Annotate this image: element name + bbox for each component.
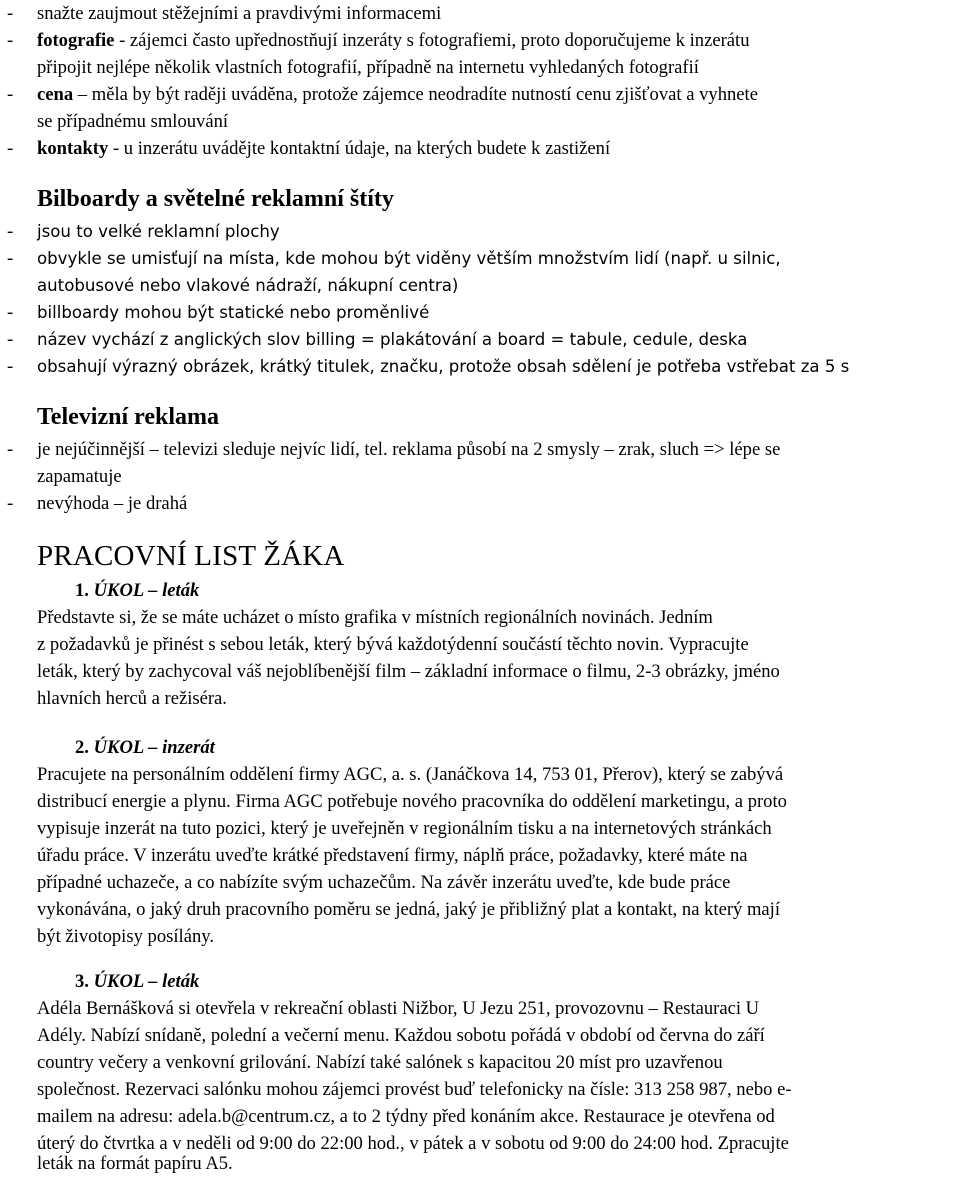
worksheet-title: PRACOVNÍ LIST ŽÁKA — [37, 540, 345, 572]
list-item-continuation: se případnému smlouvání — [37, 111, 229, 132]
bullet-dash: - — [7, 493, 14, 514]
paragraph-line: Představte si, že se máte ucházet o místo grafika v místních regionálních novinách. Jedním — [37, 607, 713, 628]
bullet-dash: - — [7, 30, 14, 51]
task-heading — [75, 578, 199, 604]
task-title: ÚKOL – inzerát — [93, 737, 215, 758]
task-number: 1. — [75, 580, 89, 601]
list-item: obsahují výrazný obrázek, krátký titulek, značku, protože obsah sdělení je potřeba vstřebat za 5 s — [37, 357, 850, 376]
list-item: obvykle se umisťují na místa, kde mohou být viděny větším množstvím lidí (např. u silnic, — [37, 249, 781, 268]
list-item: jsou to velké reklamní plochy — [37, 222, 280, 241]
list-item: cena – měla by být raději uváděna, protože zájemce neodradíte nutností cenu zjišťovat a vyhnete — [37, 84, 758, 105]
section-heading-billboards: Bilboardy a světelné reklamní štíty — [37, 186, 394, 212]
bullet-dash: - — [7, 138, 14, 159]
list-item-continuation: autobusové nebo vlakové nádraží, nákupní centra) — [37, 276, 459, 295]
paragraph-line: leták na formát papíru A5. — [37, 1153, 233, 1174]
list-item-continuation: připojit nejlépe několik vlastních fotografií, případně na internetu vyhledaných fotografií — [37, 57, 699, 78]
paragraph-line: Pracujete na personálním oddělení firmy AGC, a. s. (Janáčkova 14, 753 01, Přerov), který se zabývá — [37, 764, 784, 785]
paragraph-line: z požadavků je přinést s sebou leták, který bývá každotýdenní součástí těchto novin. Vypracujte — [37, 634, 749, 655]
list-item: je nejúčinnější – televizi sleduje nejvíc lidí, tel. reklama působí na 2 smysly – zrak, sluch => lépe se — [37, 439, 781, 460]
paragraph-line: hlavních herců a režiséra. — [37, 688, 227, 709]
bullet-dash: - — [7, 3, 14, 24]
bullet-dash: - — [7, 356, 14, 377]
bullet-dash: - — [7, 329, 14, 350]
list-item: nevýhoda – je drahá — [37, 493, 188, 514]
paragraph-line: vykonávána, o jaký druh pracovního poměru se jedná, jaký je přibližný plat a kontakt, na který mají — [37, 899, 781, 920]
task-number: 2. — [75, 737, 89, 758]
item-keyword: kontakty — [37, 138, 109, 159]
section-heading-tv-ad: Televizní reklama — [37, 404, 219, 430]
paragraph-line: Adély. Nabízí snídaně, polední a večerní menu. Každou sobotu pořádá v období od června do září — [37, 1025, 765, 1046]
list-item: billboardy mohou být statické nebo proměnlivé — [37, 303, 430, 322]
paragraph-line: leták, který by zachycoval váš nejoblíbenější film – základní informace o filmu, 2-3 obrázky, jméno — [37, 661, 780, 682]
list-item: název vychází z anglických slov billing = plakátování a board = tabule, cedule, deska — [37, 330, 748, 349]
list-item: fotografie - zájemci často upřednostňují inzeráty s fotografiemi, proto doporučujeme k inzerátu — [37, 30, 750, 51]
list-item: snažte zaujmout stěžejními a pravdivými informacemi — [37, 3, 442, 24]
bullet-dash: - — [7, 439, 14, 460]
bullet-dash: - — [7, 248, 14, 269]
bullet-dash: - — [7, 221, 14, 242]
task-heading — [75, 735, 215, 761]
paragraph-line: případné uchazeče, a co nabízíte svým uchazečům. Na závěr inzerátu uveďte, kde bude práce — [37, 872, 731, 893]
paragraph-line: být životopisy posílány. — [37, 926, 214, 947]
paragraph-line: Adéla Bernášková si otevřela v rekreační oblasti Nižbor, U Jezu 251, provozovnu – Restauraci U — [37, 998, 760, 1019]
bullet-dash: - — [7, 84, 14, 105]
paragraph-line: společnost. Rezervaci salónku mohou zájemci provést buď telefonicky na čísle: 313 258 987, nebo e- — [37, 1079, 792, 1100]
paragraph-line: distribucí energie a plynu. Firma AGC potřebuje nového pracovníka do oddělení marketingu, a proto — [37, 791, 787, 812]
bullet-dash: - — [7, 302, 14, 323]
paragraph-line: country večery a venkovní grilování. Nabízí také salónek s kapacitou 20 míst pro uzavřenou — [37, 1052, 723, 1073]
item-keyword: cena — [37, 84, 74, 105]
paragraph-line: úterý do čtvrtka a v neděli od 9:00 do 22:00 hod., v pátek a v sobotu od 9:00 do 24:00 hod. Zpracujte — [37, 1133, 789, 1154]
paragraph-line: mailem na adresu: adela.b@centrum.cz, a to 2 týdny před konáním akce. Restaurace je otevřena od — [37, 1106, 775, 1127]
task-title: ÚKOL – leták — [93, 971, 200, 992]
item-keyword: fotografie — [37, 30, 115, 51]
paragraph-line: úřadu práce. V inzerátu uveďte krátké představení firmy, náplň práce, požadavky, které máte na — [37, 845, 748, 866]
task-title: ÚKOL – leták — [93, 580, 200, 601]
list-item-continuation: zapamatuje — [37, 466, 122, 487]
task-heading — [75, 969, 199, 995]
task-number: 3. — [75, 971, 89, 992]
paragraph-line: vypisuje inzerát na tuto pozici, který je uveřejněn v regionálním tisku a na internetových stránkách — [37, 818, 772, 839]
list-item: kontakty - u inzerátu uvádějte kontaktní údaje, na kterých budete k zastižení — [37, 138, 611, 159]
